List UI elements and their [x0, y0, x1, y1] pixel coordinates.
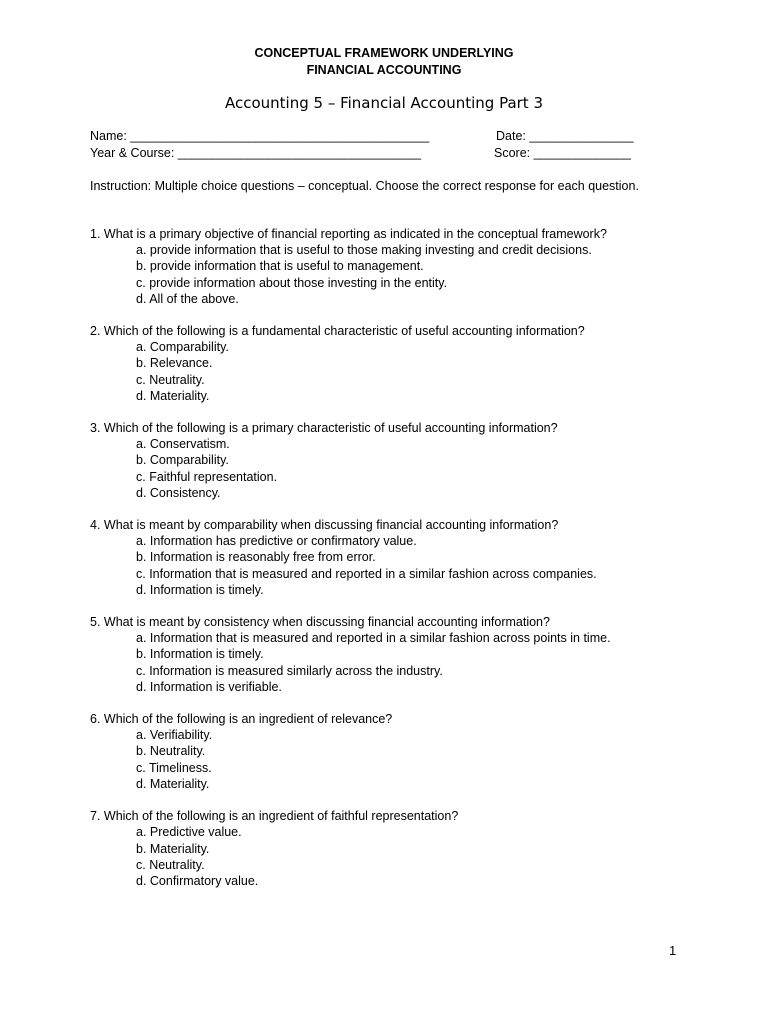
answer-option-a: a. Verifiability.	[136, 728, 213, 743]
name-field: Name: ___________________________________________	[90, 129, 430, 143]
question-stem: 6. Which of the following is an ingredient of relevance?	[90, 712, 393, 727]
answer-option-a: a. Information has predictive or confirmatory value.	[136, 534, 417, 549]
answer-option-b: b. Information is timely.	[136, 647, 264, 662]
document-title-line2: FINANCIAL ACCOUNTING	[306, 63, 462, 77]
answer-option-c: c. Timeliness.	[136, 760, 212, 775]
answer-option-c: c. Faithful representation.	[136, 469, 278, 484]
answer-option-d: d. Information is verifiable.	[136, 679, 282, 694]
question-stem: 2. Which of the following is a fundamental characteristic of useful accounting information?	[90, 324, 585, 339]
document-title-line1: CONCEPTUAL FRAMEWORK UNDERLYING	[254, 46, 514, 60]
answer-option-d: d. All of the above.	[136, 291, 239, 306]
answer-option-c: c. Information is measured similarly across the industry.	[136, 663, 443, 678]
answer-option-a: a. Predictive value.	[136, 825, 242, 840]
question-stem: 3. Which of the following is a primary characteristic of useful accounting information?	[90, 421, 558, 436]
question-stem: 4. What is meant by comparability when discussing financial accounting information?	[90, 518, 559, 533]
answer-option-d: d. Materiality.	[136, 388, 210, 403]
answer-option-b: b. Materiality.	[136, 841, 210, 856]
answer-option-c: c. Neutrality.	[136, 372, 205, 387]
answer-option-d: d. Consistency.	[136, 485, 221, 500]
question-stem: 5. What is meant by consistency when discussing financial accounting information?	[90, 615, 550, 630]
question-stem: 7. Which of the following is an ingredient of faithful representation?	[90, 809, 459, 824]
answer-option-a: a. provide information that is useful to those making investing and credit decisions.	[136, 243, 592, 258]
answer-option-a: a. Information that is measured and reported in a similar fashion across points in time.	[136, 631, 611, 646]
answer-option-b: b. provide information that is useful to management.	[136, 259, 424, 274]
answer-option-c: c. Neutrality.	[136, 857, 205, 872]
answer-option-c: c. Information that is measured and reported in a similar fashion across companies.	[136, 566, 597, 581]
answer-option-b: b. Neutrality.	[136, 744, 206, 759]
page-number: 1	[669, 943, 677, 958]
question-2	[90, 323, 680, 404]
year-course-field: Year & Course: ___________________________________	[90, 146, 422, 160]
question-6	[90, 711, 680, 792]
question-3	[90, 420, 680, 501]
answer-option-d: d. Materiality.	[136, 776, 210, 791]
answer-option-c: c. provide information about those investing in the entity.	[136, 275, 448, 290]
date-field: Date: _______________	[496, 129, 634, 143]
question-stem: 1. What is a primary objective of financial reporting as indicated in the conceptual framework?	[90, 227, 607, 241]
answer-option-b: b. Comparability.	[136, 453, 229, 468]
question-5	[90, 614, 680, 695]
question-list	[90, 226, 680, 905]
instruction-text: Instruction: Multiple choice questions – conceptual. Choose the correct response for each question.	[90, 179, 639, 193]
answer-option-d: d. Information is timely.	[136, 582, 264, 597]
score-field: Score: ______________	[494, 146, 631, 160]
answer-option-d: d. Confirmatory value.	[136, 873, 259, 888]
answer-option-b: b. Information is reasonably free from error.	[136, 550, 376, 565]
question-4	[90, 517, 680, 598]
answer-option-a: a. Conservatism.	[136, 437, 230, 452]
answer-option-a: a. Comparability.	[136, 340, 229, 355]
question-1	[90, 226, 680, 307]
document-subtitle: Accounting 5 – Financial Accounting Part 3	[224, 94, 543, 112]
question-7	[90, 808, 680, 889]
answer-option-b: b. Relevance.	[136, 356, 213, 371]
